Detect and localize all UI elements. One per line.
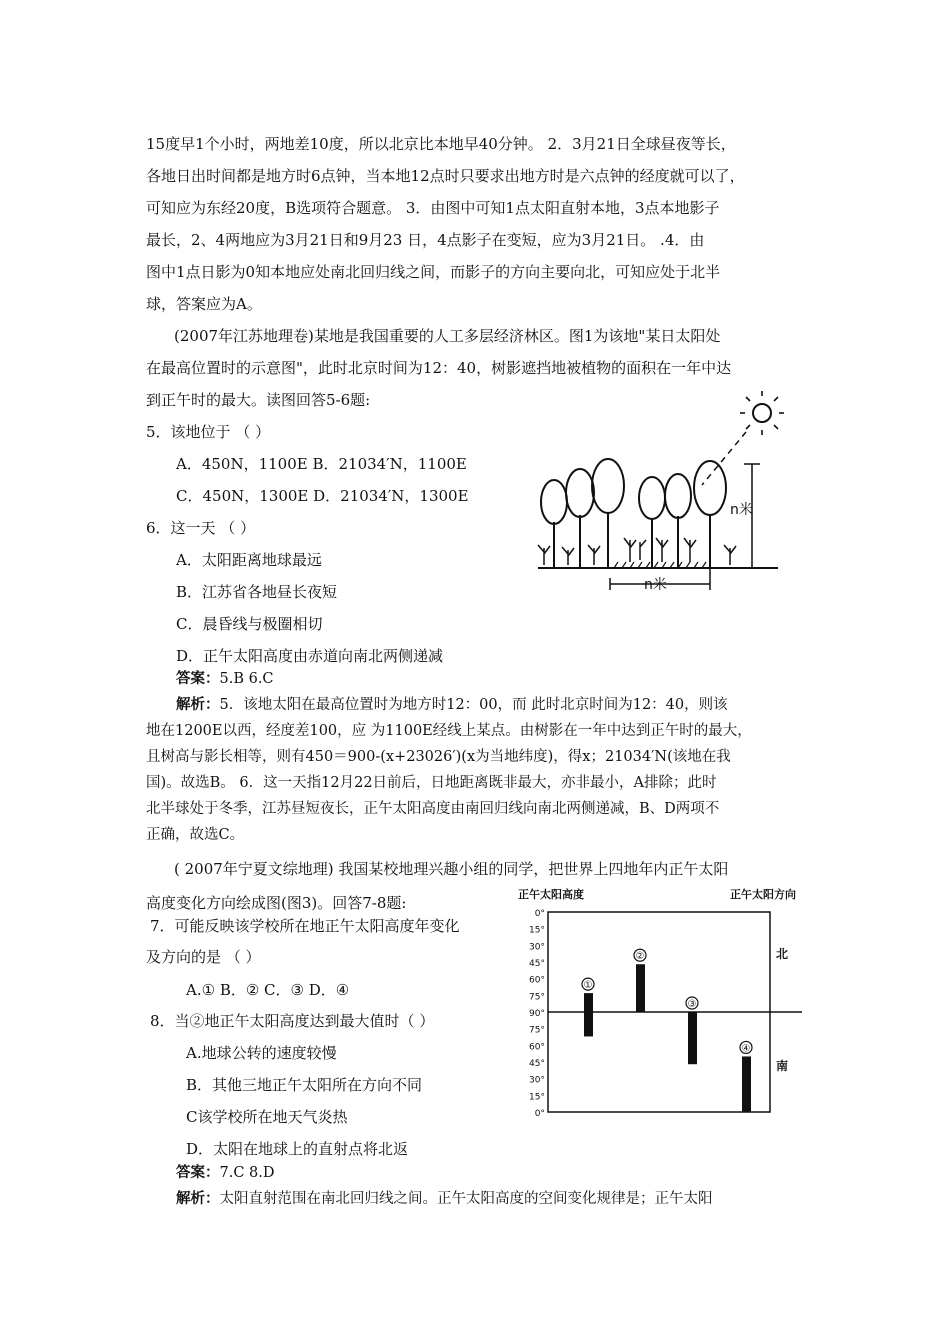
chart-title-left: 正午太阳高度	[518, 888, 584, 901]
tick-label: 75°	[529, 992, 545, 1003]
tick-label: 0°	[534, 909, 545, 919]
shadow-length-label: n米	[644, 577, 667, 593]
question-5-option-row: A．450N，1100E B．21034′N，1100E	[176, 455, 467, 473]
text-line: 5．该地太阳在最高位置时为地方时12：00，而 此时北京时间为12：40，则该	[219, 697, 728, 713]
text-line: 最长，2、4两地应为3月21日和9月23 日，4点影子在变短，应为3月21日。 .4．由	[146, 231, 705, 249]
paragraph-1	[146, 128, 822, 320]
answer-text: 5.B 6.C	[219, 671, 274, 687]
bar	[636, 964, 645, 1012]
question-6-option: A．太阳距离地球最远	[176, 551, 322, 569]
text-line: ( 2007年宁夏文综地理) 我国某校地理兴趣小组的同学，把世界上四地年内正午太阳	[174, 860, 729, 878]
question-6-option: C．晨昏线与极圈相切	[176, 615, 323, 633]
tick-label: 0°	[534, 1109, 545, 1119]
tree	[541, 480, 567, 568]
text-line: 且树高与影长相等，则有450＝900-(x+23026′)(x为当地纬度)，得x；21034′N(该地在我	[146, 749, 731, 765]
tick-label: 15°	[529, 925, 545, 936]
tick-label: 45°	[529, 1059, 545, 1069]
text-line: 正确，故选C。	[146, 827, 245, 843]
bar-label: ④	[741, 1043, 751, 1055]
tick-label: 75°	[529, 1025, 545, 1036]
answer-5-6	[176, 666, 274, 692]
question-8-option: C该学校所在地天气炎热	[186, 1108, 348, 1126]
tree	[639, 477, 665, 568]
analysis-text: 太阳直射范围在南北回归线之间。正午太阳高度的空间变化规律是；正午太阳	[219, 1191, 713, 1207]
tree	[592, 459, 624, 568]
tick-labels-top	[529, 909, 545, 1019]
question-8-option: A.地球公转的速度较慢	[186, 1044, 337, 1062]
forest-shadow-diagram	[530, 390, 790, 595]
analysis-label: 解析：	[176, 696, 220, 713]
answer-7-8	[176, 1160, 275, 1186]
text-line: 高度变化方向绘成图(图3)。回答7-8题:	[146, 894, 407, 912]
analysis-7-8	[176, 1186, 713, 1212]
tick-label: 60°	[529, 1042, 545, 1053]
text-line: 各地日出时间都是地方时6点钟，当本地12点时只要求出地方时是六点钟的经度就可以了，	[146, 167, 745, 185]
tick-labels-bottom	[529, 1026, 545, 1119]
question-5-stem: 5．该地位于 （ ）	[146, 423, 271, 441]
tick-label: 15°	[529, 1092, 545, 1103]
answer-label: 答案：	[176, 670, 220, 687]
text-line: (2007年江苏地理卷)某地是我国重要的人工多层经济林区。图1为该地"某日太阳处	[174, 327, 721, 345]
bar	[584, 993, 593, 1036]
chart-title-right: 正午太阳方向	[730, 888, 796, 901]
question-6-option: B．江苏省各地昼长夜短	[176, 583, 338, 601]
tree-height-label: n米	[730, 502, 753, 518]
question-8-option: B．其他三地正午太阳所在方向不同	[186, 1076, 423, 1094]
tick-label: 60°	[529, 975, 545, 986]
question-8-stem: 8．当②地正午太阳高度达到最大值时（ ）	[150, 1012, 435, 1030]
noon-sun-altitude-chart	[512, 882, 812, 1122]
bar	[688, 1012, 697, 1064]
north-label: 北	[776, 947, 789, 961]
text-line: 可知应为东经20度，B选项符合题意。 3．由图中可知1点太阳直射本地，3点本地影子	[146, 199, 720, 217]
tick-label: 30°	[529, 1075, 545, 1086]
question-7-stem-line1: 7．可能反映该学校所在地正午太阳高度年变化	[150, 917, 460, 935]
analysis-5-6	[146, 692, 822, 848]
question-6-option: D．正午太阳高度由赤道向南北两侧递减	[176, 647, 444, 665]
text-line: 地在1200E以西，经度差100，应 为1100E经线上某点。由树影在一年中达到正午时的最大，	[146, 723, 752, 739]
south-label: 南	[776, 1059, 789, 1073]
chart-bars	[582, 949, 752, 1112]
text-line: 球，答案应为A。	[146, 295, 262, 313]
question-7-stem-line2: 及方向的是 （ ）	[146, 948, 261, 966]
bar-label: ①	[583, 980, 593, 992]
bar-label: ③	[687, 999, 697, 1010]
sun-icon	[753, 404, 771, 422]
text-line: 到正午时的最大。读图回答5-6题:	[146, 391, 371, 409]
tick-label: 45°	[529, 959, 545, 969]
tick-label: 30°	[529, 942, 545, 953]
shrubs	[538, 538, 736, 565]
answer-text: 7.C 8.D	[219, 1165, 275, 1181]
text-line: 图中1点日影为0知本地应处南北回归线之间，而影子的方向主要向北，可知应处于北半	[146, 263, 721, 281]
question-6-stem: 6．这一天 （ ）	[146, 519, 256, 537]
bar	[742, 1056, 751, 1112]
tree	[665, 474, 691, 568]
text-line: 15度早1个小时，两地差10度，所以北京比本地早40分钟。 2．3月21日全球昼夜等长，	[146, 135, 736, 153]
text-line: 国)。故选B。 6．这一天指12月22日前后，日地距离既非最大，亦非最小，A排除；此时	[146, 775, 717, 791]
tick-label: 90°	[529, 1009, 545, 1019]
tree	[694, 461, 726, 568]
sun-rays	[740, 391, 784, 435]
analysis-label: 解析：	[176, 1190, 220, 1207]
bar-label: ②	[635, 951, 645, 963]
question-7-options: A.① B．② C．③ D．④	[186, 981, 350, 999]
text-line: 北半球处于冬季，江苏昼短夜长，正午太阳高度由南回归线向南北两侧递减，B、D两项不	[146, 801, 720, 817]
text-line: 在最高位置时的示意图"，此时北京时间为12：40，树影遮挡地被植物的面积在一年中达	[146, 359, 732, 377]
answer-label: 答案：	[176, 1164, 220, 1181]
question-8-option: D．太阳在地球上的直射点将北返	[186, 1140, 409, 1158]
question-5-option-row: C．450N，1300E D．21034′N，1300E	[176, 487, 469, 505]
